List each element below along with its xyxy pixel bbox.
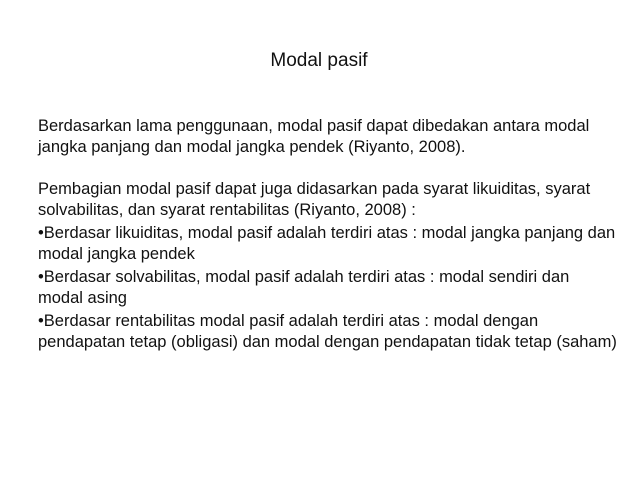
paragraph-capital-division: Pembagian modal pasif dapat juga didasarkan pada syarat likuiditas, syarat solvabilitas, dan syarat rentabilitas (Riyanto, 2008) :: [38, 180, 591, 219]
slide-body: [38, 116, 618, 353]
bullet-marker: •: [38, 268, 44, 286]
bullet-text-liquidity: Berdasar likuiditas, modal pasif adalah terdiri atas : modal jangka panjang dan modal jangka pendek: [38, 224, 616, 263]
bullet-text-profitability: Berdasar rentabilitas modal pasif adalah terdiri atas : modal dengan pendapatan tetap (obligasi) dan modal dengan pendapatan tidak tetap (saham): [38, 312, 617, 351]
bullet-item-liquidity: [38, 223, 618, 265]
paragraph-capital-term: Berdasarkan lama penggunaan, modal pasif dapat dibedakan antara modal jangka panjang dan modal jangka pendek (Riyanto, 2008).: [38, 117, 590, 156]
bullet-item-profitability: [38, 311, 618, 353]
bullet-marker: •: [38, 224, 44, 242]
bullet-text-solvability: Berdasar solvabilitas, modal pasif adalah terdiri atas : modal sendiri dan modal asing: [38, 268, 570, 307]
slide-title: Modal pasif: [270, 50, 368, 71]
bullet-marker: •: [38, 312, 44, 330]
bullet-item-solvability: [38, 267, 618, 309]
